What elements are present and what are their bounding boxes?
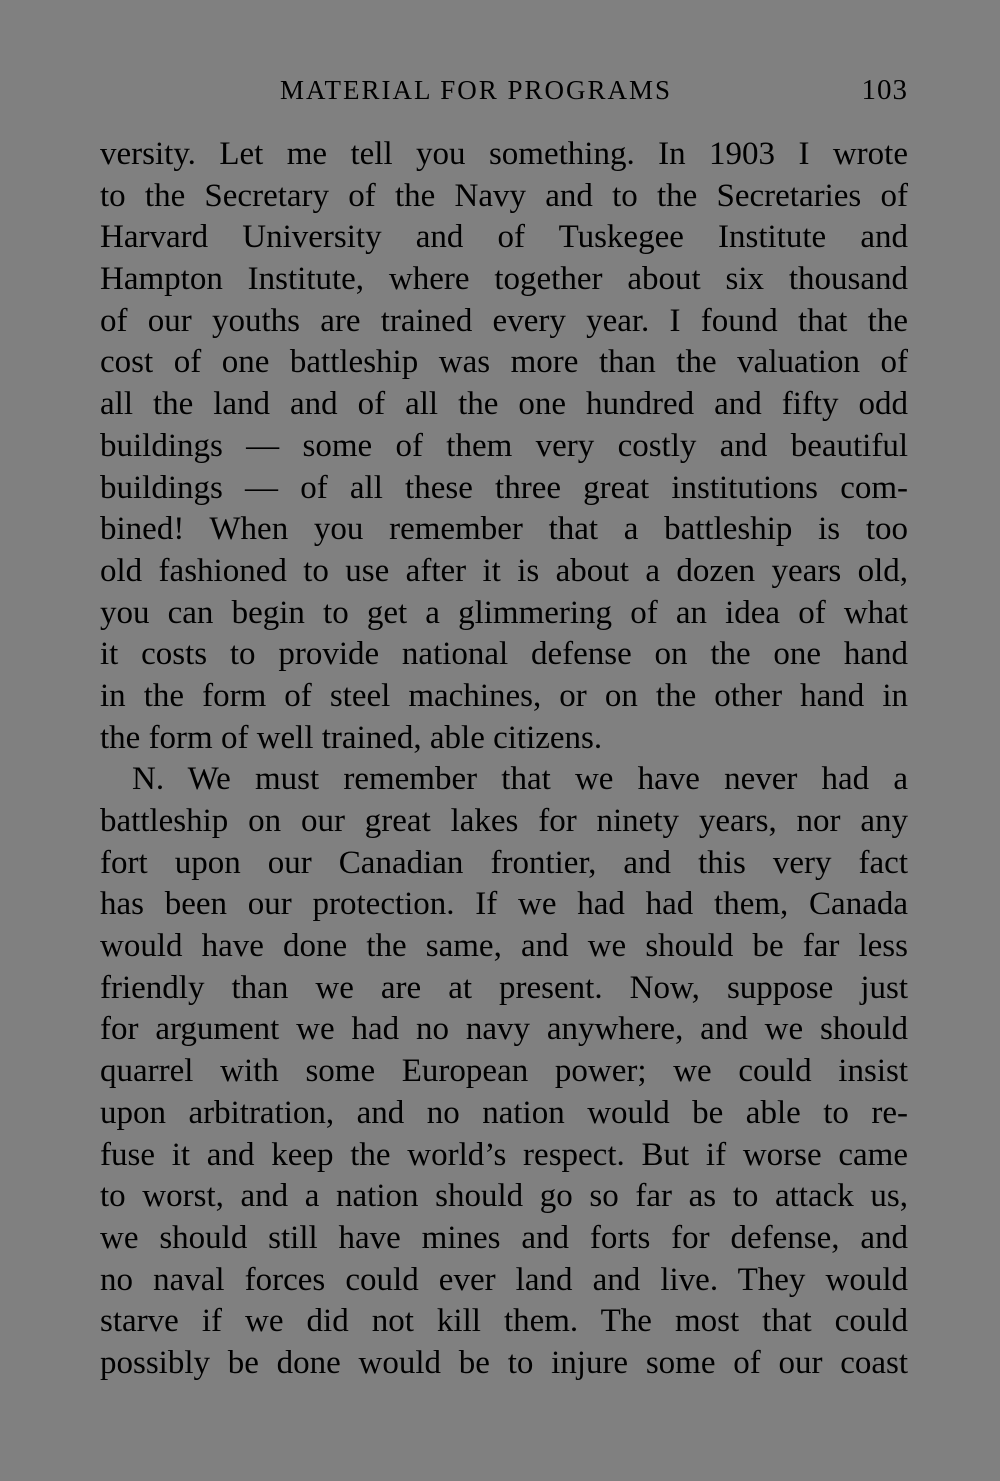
text-line: bined! When you remember that a battleship is too [100,511,908,548]
running-title: MATERIAL FOR PROGRAMS [280,75,673,105]
page-number: 103 [861,74,908,106]
text-line: buildings — of all these three great institutions com- [100,469,908,506]
text-line: Harvard University and of Tuskegee Institute and [100,219,908,256]
text-line: for argument we had no navy anywhere, and we should [100,1011,908,1048]
text-line: possibly be done would be to injure some of our coast [100,1344,908,1381]
text-line: quarrel with some European power; we could insist [100,1053,908,1090]
text-line: friendly than we are at present. Now, suppose just [100,969,908,1006]
text-line: to the Secretary of the Navy and to the Secretaries of [100,177,908,214]
text-line: starve if we did not kill them. The most that could [100,1303,908,1340]
text-line: battleship on our great lakes for ninety years, nor any [100,803,908,839]
text-line: we should still have mines and forts for defense, and [100,1219,908,1256]
text-line: all the land and of all the one hundred and fifty odd [100,386,908,423]
paragraph-start-line: N. We must remember that we have never had a [132,761,908,798]
text-line: you can begin to get a glimmering of an idea of what [100,594,908,631]
text-line: old fashioned to use after it is about a dozen years old, [100,552,908,589]
text-line: no naval forces could ever land and live. They would [100,1261,908,1298]
text-line: fuse it and keep the world’s respect. But if worse came [100,1136,908,1173]
text-line: upon arbitration, and no nation would be able to re- [100,1094,908,1131]
body-text [100,134,908,1385]
text-line: fort upon our Canadian frontier, and this very fact [100,844,908,881]
text-line: the form of well trained, able citizens. [100,719,603,756]
running-head [100,70,908,110]
text-line: has been our protection. If we had had them, Canada [100,886,908,923]
text-line: of our youths are trained every year. I found that the [100,302,908,339]
text-line: in the form of steel machines, or on the other hand in [100,677,908,714]
text-line: buildings — some of them very costly and beautiful [100,427,908,464]
text-line: cost of one battleship was more than the valuation of [100,344,908,381]
text-line: versity. Let me tell you something. In 1903 I wrote [100,136,908,172]
text-line: it costs to provide national defense on the one hand [100,636,908,673]
text-line: Hampton Institute, where together about six thousand [100,261,908,298]
text-line: to worst, and a nation should go so far as to attack us, [100,1178,908,1215]
text-line: would have done the same, and we should be far less [100,928,908,965]
